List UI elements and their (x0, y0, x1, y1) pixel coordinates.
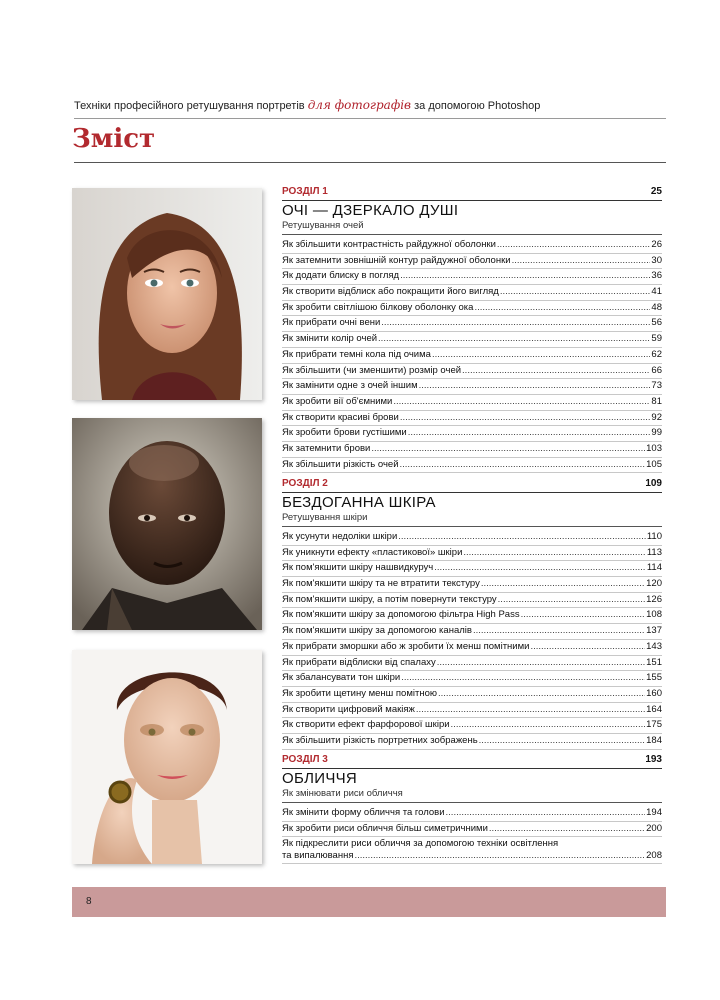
toc-entry-label: Як додати блиску в погляд (282, 270, 400, 282)
toc-entry[interactable] (282, 348, 662, 364)
leader-dots (463, 546, 645, 561)
toc-entry-page: 30 (651, 254, 662, 266)
toc-entry[interactable] (282, 718, 662, 734)
toc-entry-label: Як пом'якшити шкіру та не втратити текстуру (282, 578, 480, 590)
leader-dots (419, 379, 651, 394)
toc-entry-label: Як прибрати темні кола під очима (282, 348, 431, 360)
section-title: ОЧІ — ДЗЕРКАЛО ДУШІ (282, 202, 459, 219)
section-page: 193 (645, 754, 662, 765)
toc-entry-label: Як зробити вії об'ємними (282, 395, 393, 407)
section-subtitle: Як змінювати риси обличчя (282, 788, 403, 799)
section-rule (282, 234, 662, 235)
toc-entry-page: 143 (646, 640, 662, 652)
leader-dots (401, 671, 645, 686)
toc-entry[interactable] (282, 806, 662, 822)
leader-dots (398, 530, 646, 545)
toc-entry-label: Як усунути недоліки шкіри (282, 531, 398, 542)
toc-entry-page: 120 (646, 578, 662, 590)
toc-entry-label: Як прибрати очні вени (282, 317, 381, 329)
toc-entry-label: Як створити ефект фарфорової шкіри (282, 719, 450, 731)
leader-dots (432, 348, 650, 363)
section-rule (282, 492, 662, 493)
toc-entry[interactable] (282, 561, 662, 577)
toc-entry[interactable] (282, 640, 662, 656)
leader-dots (521, 608, 646, 623)
toc-entry-label: Як змінити форму обличчя та голови (282, 807, 445, 818)
section-subtitle: Ретушування шкіри (282, 512, 368, 523)
leader-dots (381, 316, 650, 331)
running-header (74, 98, 664, 112)
leader-dots (451, 718, 646, 733)
toc-entry-page: 108 (646, 609, 662, 621)
toc-entry-page: 26 (651, 239, 662, 250)
toc-entry[interactable] (282, 238, 662, 254)
toc-entry-label: Як замінити одне з очей іншим (282, 380, 418, 392)
leader-dots (400, 411, 651, 426)
toc-entry[interactable] (282, 656, 662, 672)
toc-entry[interactable] (282, 593, 662, 609)
toc-entry[interactable] (282, 285, 662, 301)
toc-entry-label: Як пом'якшити шкіру за допомогою фільтра High Pass (282, 609, 520, 621)
toc-entry-label: Як змінити колір очей (282, 333, 378, 345)
toc-entry-page: 48 (651, 301, 662, 313)
portrait-photo-man (72, 418, 262, 630)
toc-entry-label: Як підкреслити риси обличчя за допомогою техніки освітлення (282, 838, 559, 850)
section-2 (282, 478, 662, 750)
header-rule (74, 118, 666, 119)
header-script-text: для фотографів (307, 98, 412, 112)
section-title: ОБЛИЧЧЯ (282, 770, 358, 787)
section-title: БЕЗДОГАННА ШКІРА (282, 494, 436, 511)
section-rule (282, 200, 662, 201)
leader-dots (530, 640, 645, 655)
toc-entry-label: Як збалансувати тон шкіри (282, 672, 401, 684)
section-subtitle: Ретушування очей (282, 220, 364, 231)
toc-entry-page: 194 (646, 807, 662, 818)
leader-dots (489, 822, 645, 837)
leader-dots (437, 656, 645, 671)
toc-entry-page: 113 (646, 546, 662, 558)
toc-entry-page: 200 (646, 822, 662, 834)
toc-entry-label: Як збільшити різкість портретних зображень (282, 734, 478, 746)
toc-entry-label: Як створити красиві брови (282, 411, 399, 423)
footer-band (72, 887, 666, 917)
leader-dots (354, 850, 645, 862)
leader-dots (462, 364, 650, 379)
toc-entry-page: 36 (651, 270, 662, 282)
toc-list (282, 806, 662, 864)
toc-entry-label: Як затемнити зовнішній контур райдужної оболонки (282, 254, 511, 266)
leader-dots (446, 806, 646, 821)
toc-entry-page: 110 (646, 531, 662, 542)
section-rule (282, 802, 662, 803)
section-rule (282, 768, 662, 769)
toc-entry-page: 73 (651, 380, 662, 392)
toc-entry-label: Як прибрати зморшки або ж зробити їх менш помітними (282, 640, 530, 652)
toc-entry[interactable] (282, 577, 662, 593)
page-number: 8 (86, 896, 92, 907)
toc-entry[interactable] (282, 546, 662, 562)
toc-entry-label: Як зробити брови густішими (282, 427, 407, 439)
toc-entry-page: 151 (646, 656, 662, 668)
toc-entry-page: 164 (646, 703, 662, 715)
section-label: РОЗДІЛ 1 (282, 186, 328, 197)
toc-entry[interactable] (282, 671, 662, 687)
leader-dots (474, 301, 650, 316)
leader-dots (400, 458, 646, 473)
toc-entry[interactable] (282, 411, 662, 427)
toc-entry[interactable] (282, 254, 662, 270)
toc-entry[interactable] (282, 458, 662, 474)
toc-entry-page: 155 (646, 672, 662, 684)
toc-entry-label-continued: та випалювання (282, 850, 354, 862)
toc-entry[interactable] (282, 316, 662, 332)
toc-entry[interactable] (282, 442, 662, 458)
toc-list (282, 530, 662, 750)
toc-entry-label: Як створити цифровий макіяж (282, 703, 415, 715)
leader-dots (400, 269, 650, 284)
section-page: 109 (645, 478, 662, 489)
toc-entry-page: 66 (651, 364, 662, 376)
toc-entry[interactable] (282, 301, 662, 317)
toc-entry-page: 160 (646, 687, 662, 699)
toc-entry[interactable] (282, 530, 662, 546)
header-text-after: за допомогою Photoshop (414, 100, 541, 112)
toc-entry-page: 114 (646, 562, 662, 574)
section-header (282, 186, 662, 199)
toc-entry[interactable] (282, 703, 662, 719)
toc-entry-page: 99 (651, 427, 662, 439)
toc-entry-page: 175 (646, 719, 662, 731)
toc-entry-page: 208 (646, 850, 662, 862)
toc-entry-label: Як пом'якшити шкіру нашвидкуруч (282, 562, 434, 574)
leader-dots (438, 687, 645, 702)
toc-list (282, 238, 662, 473)
section-page: 25 (650, 186, 662, 197)
toc-entry-label: Як зробити щетину менш помітною (282, 687, 437, 699)
header-text-before: Техніки професійного ретушування портретів (74, 100, 305, 112)
section-3 (282, 754, 662, 864)
toc-entry-page: 126 (646, 593, 662, 605)
title-rule (74, 162, 666, 163)
toc-entry[interactable] (282, 364, 662, 380)
toc-entry[interactable] (282, 269, 662, 285)
toc-entry[interactable] (282, 837, 662, 864)
toc-entry-page: 137 (646, 625, 662, 637)
toc-entry-label: Як пом'якшити шкіру за допомогою каналів (282, 625, 472, 637)
section-rule (282, 526, 662, 527)
toc-entry-page: 59 (651, 333, 662, 345)
toc-entry-label: Як збільшити різкість очей (282, 458, 399, 470)
toc-entry-label: Як пом'якшити шкіру, а потім повернути текстуру (282, 593, 497, 605)
toc-entry-page: 41 (651, 286, 662, 298)
leader-dots (408, 426, 651, 441)
section-header (282, 478, 662, 491)
portrait-photo-woman-ring (72, 650, 262, 864)
section-label: РОЗДІЛ 3 (282, 754, 328, 765)
toc-entry-page: 56 (651, 317, 662, 329)
leader-dots (498, 593, 645, 608)
section-header (282, 754, 662, 767)
toc-entry-page: 105 (646, 458, 662, 470)
section-1 (282, 186, 662, 473)
toc-entry-label: Як зробити світлішою білкову оболонку ока (282, 301, 474, 313)
leader-dots (393, 395, 650, 410)
leader-dots (371, 442, 645, 457)
toc-entry[interactable] (282, 822, 662, 838)
leader-dots (512, 254, 651, 269)
toc-entry-label: Як створити відблиск або покращити його вигляд (282, 286, 499, 298)
toc-entry-label: Як збільшити (чи зменшити) розмір очей (282, 364, 462, 376)
leader-dots (481, 577, 645, 592)
toc-entry[interactable] (282, 687, 662, 703)
toc-entry-page: 92 (651, 411, 662, 423)
toc-entry[interactable] (282, 608, 662, 624)
portrait-photo-woman-brunette (72, 188, 262, 400)
leader-dots (416, 703, 645, 718)
page-title: Зміст (72, 124, 156, 154)
toc-entry-page: 184 (646, 734, 662, 746)
toc-entry[interactable] (282, 395, 662, 411)
toc-entry[interactable] (282, 332, 662, 348)
section-label: РОЗДІЛ 2 (282, 478, 328, 489)
toc-entry-label: Як зробити риси обличчя більш симетричними (282, 822, 488, 834)
toc-entry-label: Як прибрати відблиски від спалаху (282, 656, 436, 668)
toc-entry-label: Як уникнути ефекту «пластикової» шкіри (282, 546, 463, 558)
toc-entry[interactable] (282, 379, 662, 395)
toc-entry[interactable] (282, 426, 662, 442)
leader-dots (479, 734, 645, 749)
leader-dots (500, 285, 651, 300)
leader-dots (497, 238, 651, 253)
toc-entry[interactable] (282, 734, 662, 750)
toc-entry-page: 62 (651, 348, 662, 360)
toc-entry-label: Як збільшити контрастність райдужної оболонки (282, 239, 496, 250)
leader-dots (473, 624, 645, 639)
toc-entry-page: 81 (651, 395, 662, 407)
leader-dots (434, 561, 646, 576)
leader-dots (378, 332, 650, 347)
toc-entry-page: 103 (646, 442, 662, 454)
toc-entry-label: Як затемнити брови (282, 442, 371, 454)
toc-entry[interactable] (282, 624, 662, 640)
